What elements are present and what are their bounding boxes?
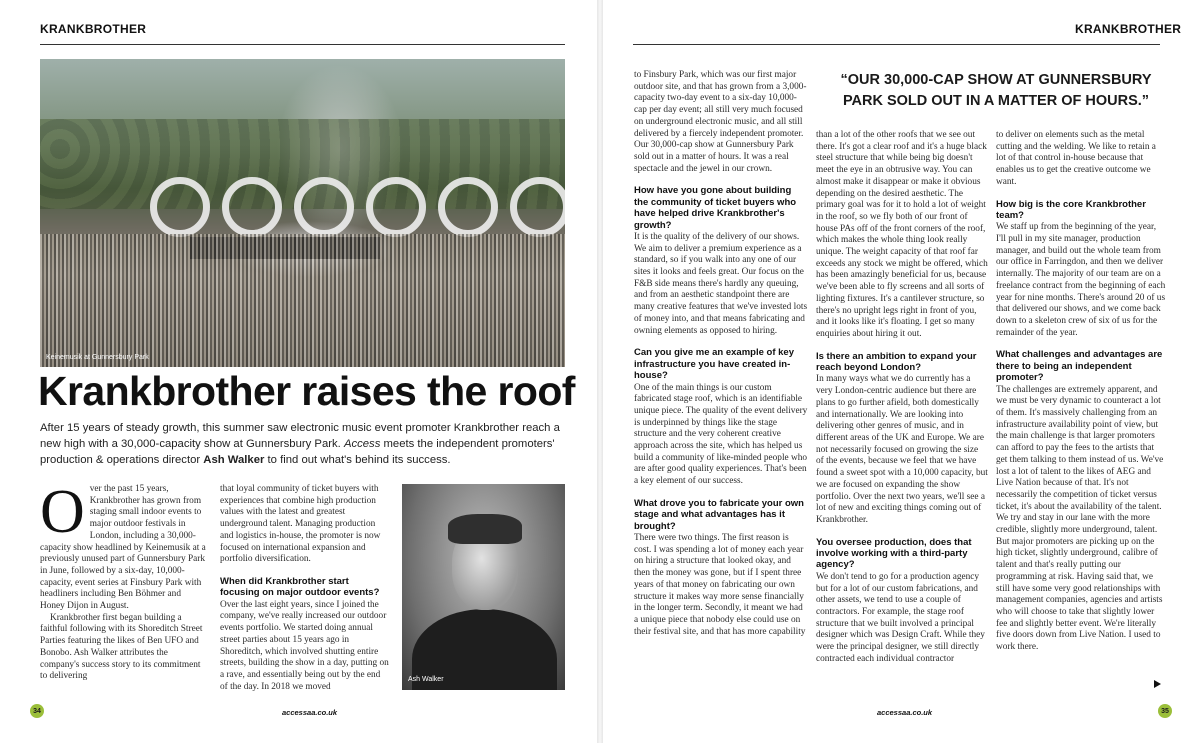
- question-heading: How have you gone about building the community of ticket buyers who have helped drive Krankbrother's growth?: [634, 185, 797, 231]
- portrait-photo-ash-walker: [402, 484, 565, 690]
- paragraph: There were two things. The first reason is cost. I was spending a lot of money each year on hiring a structure that looked okay, and then the money was gone, but if I spent three years of that money on fabricating our own structure it makes way more sense financially in the longer term. Secondly, it meant we had a unique piece that nobody else could use on their festival site, and that has more capability: [634, 533, 806, 637]
- paragraph: We staff up from the beginning of the year, I'll pull in my site manager, production manager, and build out the whole team from our office in Farringdon, and then we deliver internally. The majority of our team are on a freelance contract from the beginning of each year for nine months. There's around 20 of us that delivered our shows, and we come back down to a skeleton crew of six of us for the remainder of the year.: [996, 222, 1166, 338]
- hero-photo-concert-crowd: [40, 59, 565, 367]
- paragraph: Krankbrother first began building a faithful following with its Shoreditch Street Parties featuring the likes of Ben UFO and Bonobo. Ash Walker attributes the company's success story to its commitment to delivering: [40, 612, 203, 682]
- paragraph: than a lot of the other roofs that we see out there. It's got a clear roof and it's a huge black steel structure that while being big doesn't meet the eye in an obtrusive way. You can almost make it disappear or make it obvious depending on the desired aesthetic. The primary goal was for it to hold a lot of weight in the roof, so we fly both of our front of house PAs off of the front corners of the roof, which makes the whole thing look really unique. The weight capacity of that roof far exceeds any stock we might be offered, which has been amazingly beneficial for us, because we've been able to fly screens and all sorts of lighting fixtures. It's a cantilever structure, so there's no upright legs right in front of you, and it looks like it's floating. I get so many enquiries about hiring it out.: [816, 130, 988, 339]
- right-column-2: [816, 130, 988, 696]
- question-heading: What drove you to fabricate your own stage and what advantages has it brought?: [634, 497, 804, 532]
- question-heading: Is there an ambition to expand your reach beyond London?: [816, 350, 977, 374]
- question-heading: What challenges and advantages are there to being an independent promoter?: [996, 349, 1163, 384]
- standfirst-name: Ash Walker: [203, 454, 265, 466]
- intro-paragraph: Over the past 15 years, Krankbrother has grown from staging small indoor events to major outdoor festivals in London, including a 30,000-capacity show headlined by Keinemusik at a previously unused part of Gunnersbury Park in June, followed by a six-day, 10,000-capacity, event series at Finsbury Park with headliners including Ben Böhmer and Honey Dijon in August.: [40, 484, 206, 612]
- paragraph: that loyal community of ticket buyers with experiences that combine high production values with the latest and greatest underground talent. Managing production and logistics in-house, the promoter is now focused on international expansion and portfolio diversification.: [220, 484, 381, 565]
- left-column-1: [40, 484, 208, 694]
- running-head-right: KRANKBROTHER: [1075, 22, 1182, 36]
- standfirst-magazine: Access: [343, 438, 381, 450]
- drop-cap: O: [40, 484, 85, 546]
- portrait-caption: Ash Walker: [408, 676, 444, 683]
- standfirst: [40, 420, 565, 468]
- question-heading: When did Krankbrother start focusing on major outdoor events?: [220, 575, 380, 599]
- page-number-right: 35: [1158, 704, 1172, 718]
- paragraph: One of the main things is our custom fabricated stage roof, which is an identifiable unique piece. The quality of the event delivery is underpinned by things like the stage structure and the very coherent creative approach across the site, which has helped us build a community of like-minded people who are after good quality experiences. That's been a key element of our success.: [634, 382, 808, 487]
- header-rule-right: [633, 44, 1160, 45]
- photo-credit: Keinemusik at Gunnersbury Park: [46, 354, 149, 361]
- hero-crowd: [40, 234, 565, 367]
- footer-url-left: accessaa.co.uk: [282, 708, 338, 717]
- page-number-left: 34: [30, 704, 44, 718]
- article-title: Krankbrother raises the roof: [38, 368, 575, 414]
- paragraph: We don't tend to go for a production agency but for a lot of our custom fabrications, and other assets, we tend to use a couple of contractors. For example, the stage roof structure that we built involved a principal designer which was Design Craft. While they were the principal designer, we still directly contracted each individual contractor: [816, 571, 985, 664]
- header-rule-left: [40, 44, 565, 45]
- footer-url-right: accessaa.co.uk: [877, 708, 933, 717]
- portrait-hair: [448, 514, 522, 544]
- paragraph: The challenges are extremely apparent, and we must be very dynamic to counteract a lot of them. It's massively challenging from an infrastructure availability point of view, but the main challenge is that larger promoters can afford to pay the fees to the artists that get them talking to them instead of us. We've lost a lot of talent to the likes of AEG and Live Nation because of that. It's not necessarily the competition of ticket versus ticket, it's about the availability of the talent. We try and stay in our lane with the more credible, slightly more underground, talent. But major promoters are picking up on the high ticket, slightly underground, calibre of talent and that's really putting our programming at risk. Having said that, we still have some very good relationships with management companies, agencies and artists who will choose to take that slightly lower fee and slightly better event. We're literally five doors down from Live Nation. I used to work there.: [996, 384, 1164, 653]
- standfirst-end: to find out what's behind its success.: [264, 454, 451, 466]
- paragraph: It is the quality of the delivery of our shows. We aim to deliver a premium experience as a standard, so if you walk into any one of our sites it looks and feels great. Our focus on the F&B side means there's hardly any queuing, and from an aesthetic standpoint there are many creative features that we've invested lots of money into, and that means fabricating and owning elements as opposed to hiring.: [634, 231, 808, 336]
- running-head-left: KRANKBROTHER: [40, 22, 147, 36]
- question-heading: Can you give me an example of key infrastructure you have created in-house?: [634, 347, 794, 382]
- left-column-2: [220, 484, 390, 694]
- paragraph: In many ways what we do currently has a very London-centric audience but there are plans to go further afield, both domestically and internationally. We are looking into delivering other genres of music, and in different areas of the UK and Europe. We are not necessarily focused on growing the size of the events, because we feel that we have found a sweet spot with a 10,000 capacity, but we are focused on expanding the show portfolio. Over the next two years, we'll see a lot of new and exciting things coming out of Krankbrother.: [816, 374, 988, 525]
- paragraph: to Finsbury Park, which was our first major outdoor site, and that has grown from a 3,000-capacity two-day event to a six-day 10,000-cap per day event; all still very much focused on underground electronic music, and all still delivered by a fiercely independent promoter. Our 30,000-cap show at Gunnersbury Park sold out in a matter of hours. It was a real spectacle and the jewel in our crown.: [634, 70, 807, 174]
- continue-arrow-icon: [1154, 680, 1161, 688]
- question-heading: You oversee production, does that involve working with a third-party agency?: [816, 536, 972, 571]
- right-column-1: [634, 70, 808, 696]
- right-column-3: [996, 130, 1166, 696]
- paragraph: to deliver on elements such as the metal cutting and the welding. We like to retain a lot of that control in-house because that enables us to get the creative outcome we want.: [996, 130, 1156, 187]
- standfirst-mid: meets the independent promoters' production & operations director: [40, 438, 555, 466]
- question-heading: How big is the core Krankbrother team?: [996, 198, 1146, 221]
- hero-london-sign: [150, 177, 565, 237]
- paragraph: Over the last eight years, since I joined the company, we've really increased our outdoor events portfolio. We started doing annual street parties about 15 years ago in Shoreditch, which involved shutting entire streets, building the show in a day, putting on a rave, and essentially being out by the end of the day. In 2018 we moved: [220, 599, 389, 692]
- standfirst-lead: After 15 years of steady growth, this summer saw electronic music event promoter Krankbrother reach a new high with a 30,000-capacity show at Gunnersbury Park.: [40, 422, 560, 450]
- pull-quote: “OUR 30,000-CAP SHOW AT GUNNERSBURY PARK SOLD OUT IN A MATTER OF HOURS.”: [840, 72, 1152, 109]
